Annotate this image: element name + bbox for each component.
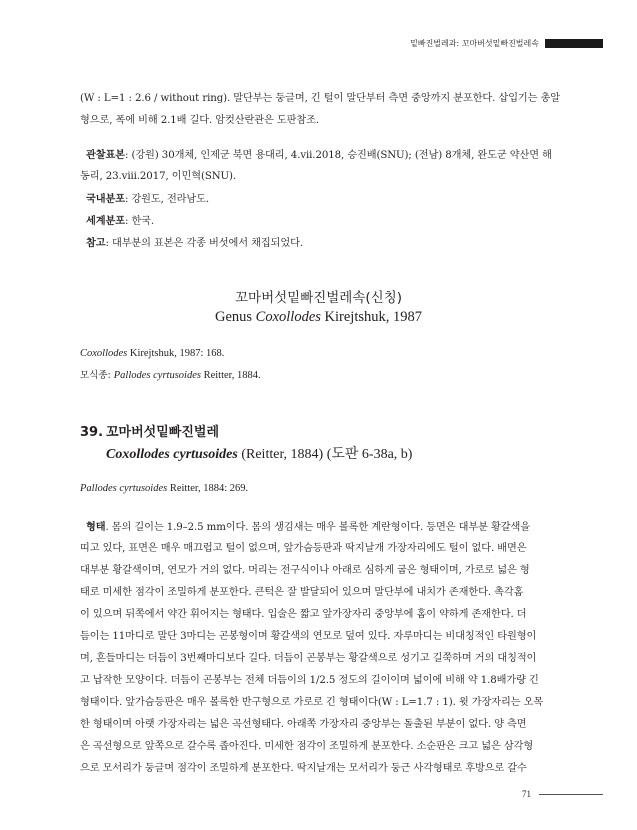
synonym-rest: Reitter, 1884: 269. (167, 483, 249, 494)
type-species-label: 모식종: (80, 370, 114, 381)
species-author-plate: (Reitter, 1884) (도판 6-38a, b) (237, 447, 413, 462)
description-line: 으로 모서리가 둥글며 점각이 조밀하게 분포한다. 딱지날개는 모서리가 둥근 사각형태로 후방으로 갈수 (80, 763, 527, 774)
genus-latin-title (0, 309, 637, 326)
description-line: 대부분 황갈색이며, 연모가 거의 없다. 머리는 전구식이나 아래로 심하게 굽은 형태이며, 가로로 넓은 형 (80, 565, 530, 576)
species-scientific-name: Coxollodes cyrtusoides (106, 447, 238, 462)
description-line (80, 516, 570, 539)
page-footer (522, 789, 603, 799)
note-label: 참고 (86, 237, 106, 249)
type-species-rest: Reitter, 1884. (200, 370, 261, 381)
world-label: 세계분포 (86, 215, 125, 227)
genus-citation-rest: Kirejtshuk, 1987: 168. (127, 348, 225, 359)
species-scientific-line (106, 443, 412, 463)
page-number: 71 (522, 789, 531, 799)
intro-line: 형으로, 폭에 비해 2.1배 길다. 암컷산란관은 도판참조. (80, 115, 319, 126)
running-head (410, 38, 603, 49)
type-species (80, 368, 570, 384)
genus-korean-title: 꼬마버섯밑빠진벌레속(신칭) (234, 290, 403, 306)
species-number: 39. (80, 425, 104, 440)
description-label: 형태 (86, 521, 106, 533)
species-synonym (80, 481, 570, 497)
description-line: 이 있으며 뒤쪽에서 약간 휘어지는 형태다. 입술은 짧고 앞가장자리 중앙부에 홈이 약하게 존재한다. 더 (80, 609, 527, 620)
running-head-text: 밑빠진벌레과: 꼬마버섯밑빠진벌레속 (410, 39, 539, 48)
description-line: 며, 흔들마디는 더듬이 3번째마디보다 길다. 더듬이 곤봉부는 황갈색으로 성기고 길쭉하며 거의 대칭적이 (80, 653, 537, 664)
description-line: 형태이다. 앞가슴등판은 매우 볼록한 반구형으로 가로로 긴 형태이다(W : L=1.7 : 1). 윗 가장자리는 오목 (80, 697, 544, 708)
type-species-name: Pallodes cyrtusoides (113, 370, 201, 381)
description-line: 은 곡선형으로 앞쪽으로 갈수록 좁아진다. 미세한 점각이 조밀하게 분포한다. 소순판은 크고 넓은 삼각형 (80, 741, 534, 752)
genus-citation (80, 346, 570, 362)
intro-line: (W : L=1 : 2.6 / without ring). 말단부는 둥글며, 긴 털이 말단부터 측면 중앙까지 분포한다. 삽입기는 총알 (80, 93, 561, 104)
reference-note (80, 232, 576, 255)
genus-citation-name: Coxollodes (80, 348, 128, 359)
observed-specimens (80, 144, 570, 167)
domestic-distribution (80, 188, 576, 211)
observed-label: 관찰표본 (86, 149, 125, 161)
description-line: 띠고 있다, 표면은 매우 매끄럽고 털이 없으며, 앞가슴등판과 딱지날개 가장자리에도 털이 없다. 배면은 (80, 543, 527, 554)
running-head-bar (545, 39, 603, 48)
genus-name: Coxollodes (255, 309, 321, 325)
genus-author: Kirejtshuk, 1987 (320, 309, 423, 325)
description-line: 듬이는 11마디로 말단 3마디는 곤봉형이며 황갈색의 연모로 덮여 있다. 자루마디는 비대칭적인 타원형이 (80, 631, 537, 642)
species-heading (80, 421, 219, 440)
note-text: : 대부분의 표본은 각종 버섯에서 채집되었다. (105, 238, 303, 249)
synonym-name: Pallodes cyrtusoides (80, 483, 168, 494)
world-distribution (80, 210, 576, 233)
description-text: . 몸의 길이는 1.9–2.5 mm이다. 몸의 생김새는 매우 볼록한 계란형이다. 등면은 대부분 황갈색을 (105, 522, 530, 533)
observed-specimens-cont: 동리, 23.viii.2017, 이민혁(SNU). (80, 171, 237, 182)
description-line: 태로 미세한 점각이 조밀하게 분포한다. 큰턱은 잘 발달되어 있으며 말단부에 내치가 존재한다. 촉각홈 (80, 587, 524, 598)
observed-text: : (강원) 30개체, 인제군 북면 용대리, 4.vii.2018, 승진배(SNU); (전남) 8개체, 완도군 약산면 해 (124, 150, 552, 161)
species-korean-name: 꼬마버섯밑빠진벌레 (106, 425, 220, 440)
world-text: : 한국. (124, 216, 155, 227)
domestic-text: : 강원도, 전라남도. (124, 194, 210, 205)
description-line: 한 형태이며 아랫 가장자리는 넓은 곡선형태다. 아래쪽 가장자리 중앙부는 돌출된 부분이 없다. 양 측면 (80, 719, 527, 730)
domestic-label: 국내분포 (86, 193, 125, 205)
description-line: 고 납작한 모양이다. 더듬이 곤봉부는 전체 더듬이의 1/2.5 정도의 길이이며 넓이에 비해 약 1.8배가량 긴 (80, 675, 539, 686)
genus-word: Genus (214, 309, 256, 325)
footer-rule (539, 794, 603, 795)
